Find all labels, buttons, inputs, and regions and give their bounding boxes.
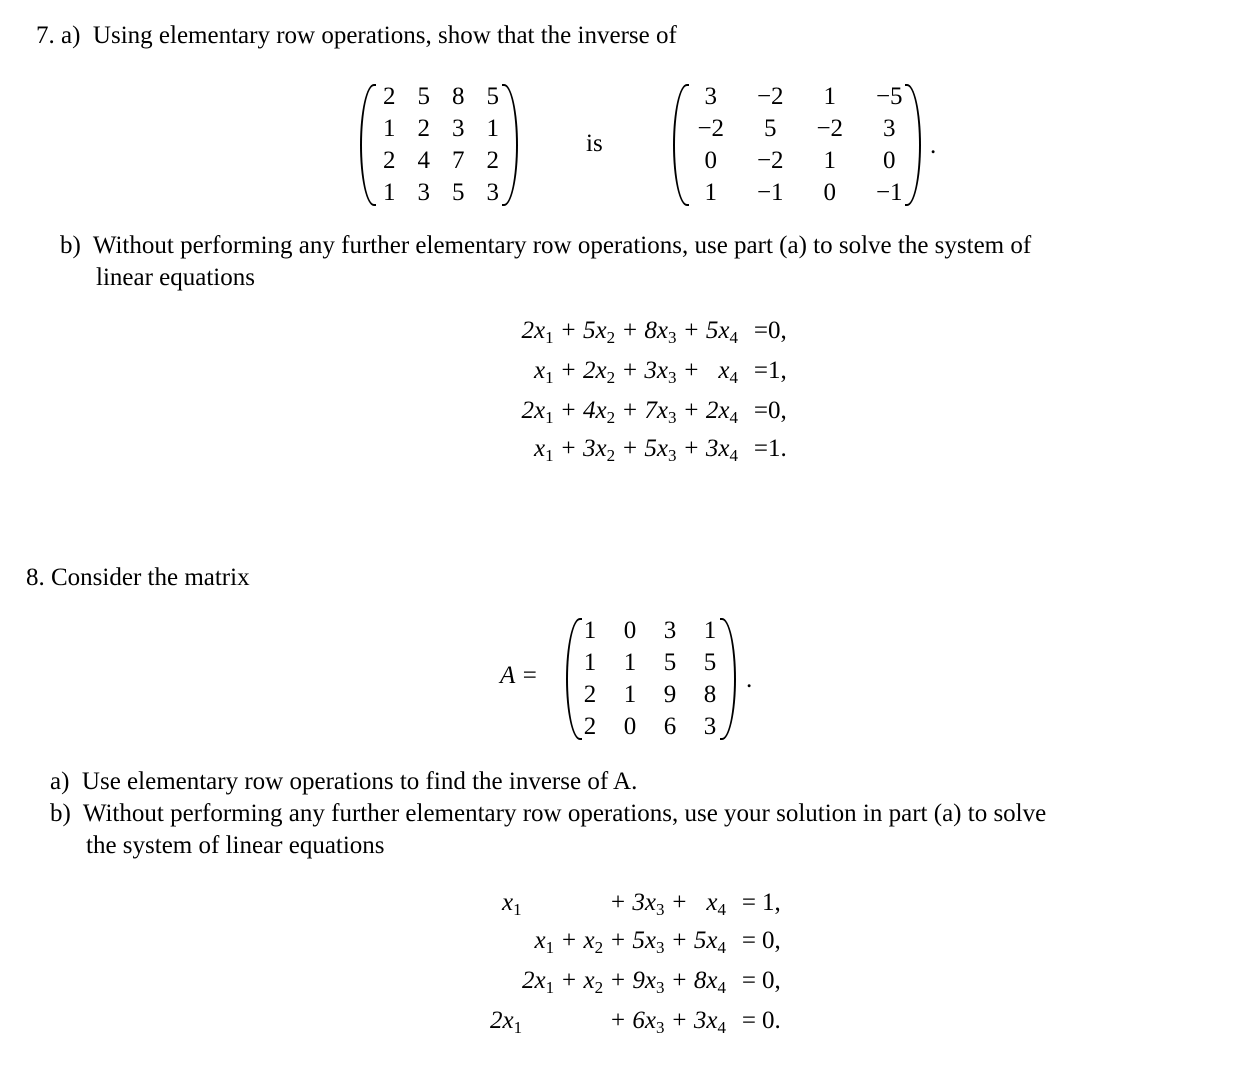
matrix-entry: 3: [663, 617, 677, 644]
matrix-entry: 6: [663, 713, 677, 740]
equation: $x_1 + 2x_2 + 3x_3 + x_4$ = 1,: [472, 352, 802, 390]
matrix-entry: 3: [452, 115, 465, 142]
equation: $2x_1 + 5x_2 + 8x_3 + 5x_4$ = 0,: [472, 312, 802, 350]
matrix-entry: 1: [583, 617, 597, 644]
rhs: 1,: [762, 889, 781, 916]
matrix-entry: 1: [383, 115, 396, 142]
matrix-name: A =: [500, 662, 538, 689]
matrix-entry: 2: [383, 147, 396, 174]
rhs: 0,: [768, 397, 787, 424]
matrix-entry: 8: [452, 83, 465, 110]
matrix-entry: 5: [703, 649, 717, 676]
matrix-A: [566, 618, 736, 740]
matrix-entry: 2: [583, 713, 597, 740]
rhs: 1,: [768, 357, 787, 384]
matrix-entry: 0: [704, 147, 717, 174]
matrix-entry: 0: [823, 179, 836, 206]
matrix-entry: 0: [623, 617, 637, 644]
matrix-entry: 1: [823, 83, 836, 110]
matrix-entry: 2: [583, 681, 597, 708]
rhs: 1.: [768, 435, 787, 462]
matrix-entry: 7: [452, 147, 465, 174]
problem-8-part-b-line1: [50, 800, 1046, 828]
part-label: a): [50, 768, 70, 795]
matrix-entry: 3: [703, 713, 717, 740]
problem-number: 7.: [36, 22, 55, 49]
matrix-entry: 1: [583, 649, 597, 676]
equation: $2x_1 + 4x_2 + 7x_3 + 2x_4$ = 0,: [472, 392, 802, 430]
rhs: 0,: [762, 927, 781, 954]
matrix-entry: 1: [823, 147, 836, 174]
equation: $x_1 + 3x_2 + 5x_3 + 3x_4$ = 1.: [472, 430, 802, 468]
matrix-entry: 1: [703, 617, 717, 644]
matrix-entry: −2: [756, 83, 784, 110]
matrix-entry: 5: [764, 115, 777, 142]
right-paren: [502, 84, 518, 206]
problem-8-part-a: [50, 768, 637, 796]
matrix-entry: 0: [883, 147, 896, 174]
matrix-entry: 1: [623, 681, 637, 708]
matrix-entry: 3: [883, 115, 896, 142]
matrix-entry: 5: [417, 83, 430, 110]
part-text: Without performing any further elementary row operations, use your solution in part (a) to solve: [82, 800, 1047, 827]
matrix-entry: 4: [417, 147, 430, 174]
matrix-entry: 9: [663, 681, 677, 708]
matrix-entry: 3: [417, 179, 430, 206]
matrix-entry: −2: [697, 115, 725, 142]
matrix-entry: 5: [663, 649, 677, 676]
equation: $2x_1 + x_2 + 9x_3 + 8x_4$ = 0,: [472, 962, 802, 1000]
matrix-entry: 2: [486, 147, 499, 174]
part-text: Without performing any further elementary row operations, use part (a) to solve the system of: [92, 232, 1032, 259]
matrix-entry: 5: [486, 83, 499, 110]
matrix-entry: −1: [756, 179, 784, 206]
rhs: 0.: [762, 1007, 781, 1034]
part-text: Using elementary row operations, show that the inverse of: [92, 22, 677, 49]
matrix-entry: 3: [704, 83, 717, 110]
matrix-left: [360, 84, 518, 206]
problem-7-part-b-line2: linear equations: [96, 264, 255, 291]
matrix-entry: −1: [875, 179, 903, 206]
matrix-entry: 0: [623, 713, 637, 740]
part-label: b): [50, 800, 71, 827]
matrix-entry: 2: [383, 83, 396, 110]
rhs: 0,: [768, 317, 787, 344]
matrix-entry: 1: [383, 179, 396, 206]
equation: $x_1$ + $3x_3 + x_4$ = 1,: [472, 884, 802, 922]
matrix-entry: −2: [816, 115, 844, 142]
part-text: Use elementary row operations to find the inverse of A.: [81, 768, 638, 795]
matrix-entry: 5: [452, 179, 465, 206]
matrix-entry: 1: [486, 115, 499, 142]
problem-8-part-b-line2: the system of linear equations: [86, 832, 385, 859]
matrix-entry: 3: [486, 179, 499, 206]
problem-8-heading: 8. Consider the matrix: [26, 564, 250, 591]
problem-7-part-b-line1: [60, 232, 1031, 260]
period: .: [746, 666, 753, 693]
problem-7-part-a: [36, 22, 677, 50]
matrix-entry: 8: [703, 681, 717, 708]
part-label: a): [61, 22, 81, 49]
right-paren: [720, 618, 736, 740]
matrix-entry: 1: [704, 179, 717, 206]
period: .: [930, 132, 937, 159]
is-word: is: [586, 130, 603, 157]
equation: $2x_1$ + $6x_3 + 3x_4$ = 0.: [472, 1002, 802, 1040]
part-label: b): [60, 232, 81, 259]
matrix-entry: 1: [623, 649, 637, 676]
rhs: 0,: [762, 967, 781, 994]
matrix-entry: 2: [417, 115, 430, 142]
equation: $x_1 + x_2 + 5x_3 + 5x_4$ = 0,: [472, 922, 802, 960]
matrix-right: [673, 84, 921, 206]
matrix-entry: −2: [756, 147, 784, 174]
matrix-entry: −5: [875, 83, 903, 110]
